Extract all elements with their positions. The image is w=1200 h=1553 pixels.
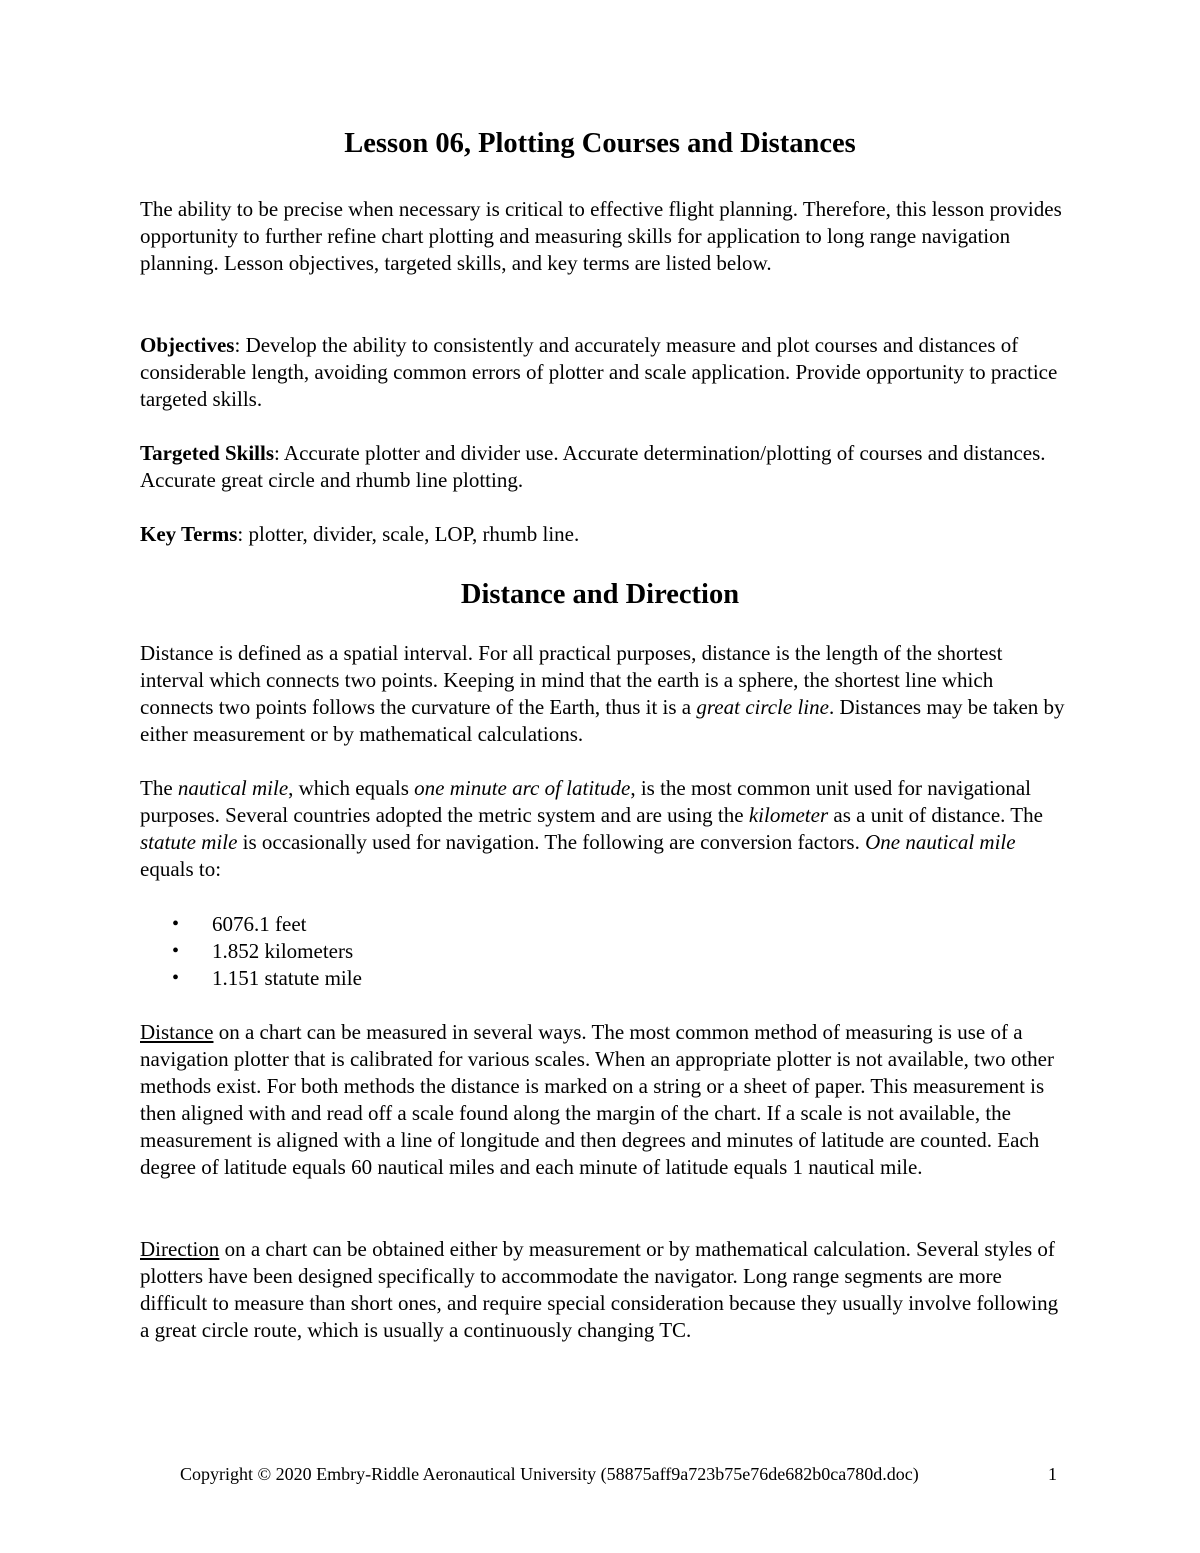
statute-mile-term: statute mile <box>140 830 238 854</box>
targeted-skills-text: : Accurate plotter and divider use. Accurate determination/plotting of courses and distances. Accurate great circle and rhumb line plotting. <box>140 441 1046 492</box>
direction-lead-word: Direction <box>140 1237 220 1261</box>
targeted-skills-paragraph <box>140 440 1065 494</box>
list-item <box>140 911 1065 938</box>
key-terms-label: Key Terms <box>140 522 238 546</box>
intro-paragraph: The ability to be precise when necessary is critical to effective flight planning. Therefore, this lesson provides opportunity to further refine chart plotting and measuring skills for application to long range navigation planning. Lesson objectives, targeted skills, and key terms are listed below. <box>140 197 1062 275</box>
copyright-notice: Copyright © 2020 Embry-Riddle Aeronautical University (58875aff9a723b75e76de682b0ca780d.doc) <box>180 1464 919 1484</box>
list-item <box>140 938 1065 965</box>
para2-text-f: equals to: <box>140 857 222 881</box>
objectives-text: : Develop the ability to consistently and accurately measure and plot courses and distances of considerable length, avoiding common errors of plotter and scale application. Provide opportunity to practice targeted skills. <box>140 333 1058 411</box>
section-heading: Distance and Direction <box>460 579 740 610</box>
list-item <box>140 965 1065 992</box>
key-terms-paragraph <box>140 521 1065 548</box>
kilometer-term: kilometer <box>748 803 829 827</box>
distance-measurement-paragraph <box>140 1019 1065 1181</box>
distance-lead-word: Distance <box>140 1020 214 1044</box>
key-terms-text: : plotter, divider, scale, LOP, rhumb line. <box>237 522 580 546</box>
para1-text-a: Distance is defined as a spatial interval. For all practical purposes, distance is the length of the shortest interval which connects two points. Keeping in mind that the earth is a sphere, the shortest line which connects two points follows the curvature of the Earth, thus it is a <box>140 641 1003 719</box>
para2-text-a: The <box>140 776 178 800</box>
para2-text-d: as a unit of distance. The <box>828 803 1043 827</box>
para2-text-c: , is the most common unit used for navigational purposes. Several countries adopted the metric system and are using the <box>140 776 1032 827</box>
para2-text-e: is occasionally used for navigation. The following are conversion factors. <box>237 830 866 854</box>
nautical-mile-term: nautical mile <box>177 776 289 800</box>
nautical-mile-paragraph <box>140 775 1065 883</box>
para3-text: on a chart can be measured in several ways. The most common method of measuring is use of a navigation plotter that is calibrated for various scales. When an appropriate plotter is not available, two other methods exist. For both methods the distance is marked on a string or a sheet of paper. This measurement is then aligned with and read off a scale found along the margin of the chart. If a scale is not available, the measurement is aligned with a line of longitude and then degrees and minutes of latitude are counted. Each degree of latitude equals 60 nautical miles and each minute of latitude equals 1 nautical mile. <box>140 1020 1054 1179</box>
objectives-label: Objectives <box>140 333 235 357</box>
para4-text: on a chart can be obtained either by measurement or by mathematical calculation. Several styles of plotters have been designed specifically to accommodate the navigator. Long range segments are more difficult to measure than short ones, and require special consideration because they usually involve following a great circle route, which is usually a continuously changing TC. <box>140 1237 1059 1342</box>
page-number: 1 <box>1048 1464 1057 1484</box>
targeted-skills-label: Targeted Skills <box>140 441 274 465</box>
conversion-feet: 6076.1 feet <box>212 912 307 936</box>
arc-of-latitude-term: one minute arc of latitude <box>414 776 631 800</box>
conversion-kilometers: 1.852 kilometers <box>212 939 354 963</box>
bullet-icon: • <box>172 913 180 935</box>
page-footer <box>0 1460 1200 1490</box>
direction-paragraph <box>140 1236 1065 1344</box>
bullet-icon: • <box>172 940 180 962</box>
great-circle-term: great circle line <box>696 695 829 719</box>
conversion-statute-mile: 1.151 statute mile <box>212 966 362 990</box>
one-nautical-mile-term: One nautical mile <box>865 830 1016 854</box>
bullet-icon: • <box>172 967 180 989</box>
page-title: Lesson 06, Plotting Courses and Distances <box>344 128 856 159</box>
distance-definition-paragraph <box>140 640 1065 748</box>
para2-text-b: , which equals <box>288 776 415 800</box>
objectives-paragraph <box>140 332 1065 413</box>
conversion-list <box>140 911 1065 992</box>
para1-text-b: . Distances may be taken by either measurement or by mathematical calculations. <box>140 695 1065 746</box>
